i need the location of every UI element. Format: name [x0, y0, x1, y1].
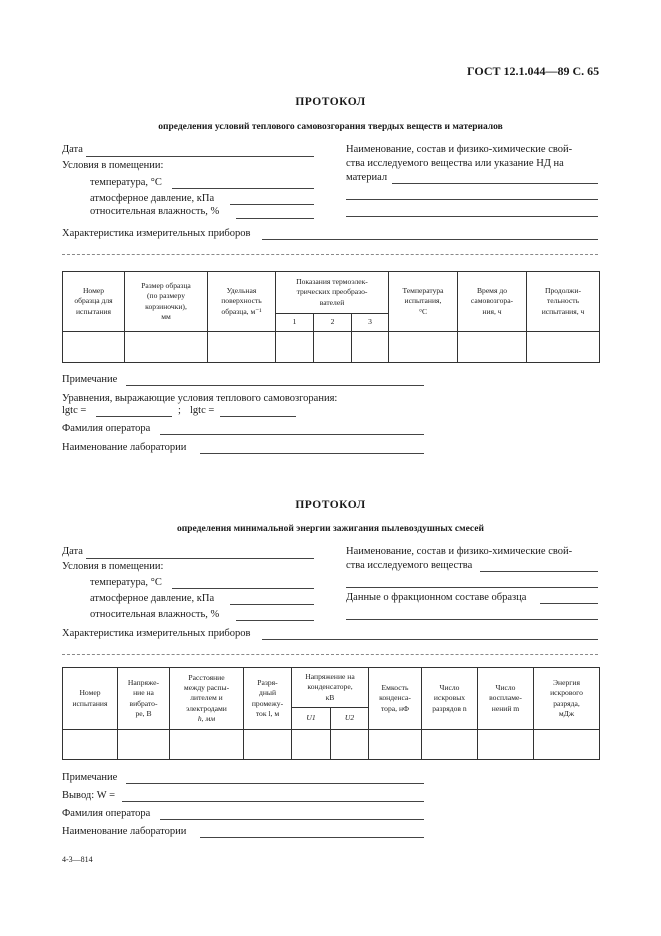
- p2-right-line3: Данные о фракционном составе образца: [346, 592, 527, 603]
- p1-temperature-label: температура, °С: [90, 177, 162, 188]
- p2-results-table: [62, 667, 600, 760]
- p2-th-spark-count: Число искровых разрядов n: [422, 668, 478, 730]
- p1-th-thermocouple-readings: Показания термоэлек- трических преобразо- вателей: [276, 272, 389, 314]
- p2-cell[interactable]: [63, 730, 118, 760]
- p1-cell[interactable]: [527, 332, 600, 363]
- p1-cell[interactable]: [458, 332, 527, 363]
- footer-code: 4-3—814: [62, 855, 93, 864]
- p2-th-spark-energy: Энергия искрового разряда, мДж: [534, 668, 600, 730]
- p2-cell[interactable]: [422, 730, 478, 760]
- p1-cell[interactable]: [314, 332, 352, 363]
- p2-conditions-label: Условия в помещении:: [62, 561, 164, 572]
- p1-cell[interactable]: [276, 332, 314, 363]
- p1-th-sample-number: Номер образца для испытания: [63, 272, 125, 332]
- p2-fraction-field-2[interactable]: [346, 619, 598, 620]
- p1-instruments-field-2[interactable]: [62, 254, 598, 255]
- p1-temperature-field[interactable]: [172, 188, 314, 189]
- p1-pressure-label: атмосферное давление, кПа: [90, 193, 215, 204]
- p1-humidity-label: относительная влажность, %: [90, 206, 220, 217]
- p1-cell[interactable]: [389, 332, 458, 363]
- p1-eq1-field[interactable]: [96, 416, 172, 417]
- p1-operator-label: Фамилия оператора: [62, 423, 151, 434]
- p1-material-field-2[interactable]: [346, 199, 598, 200]
- p2-th-capacitor-voltage: Напряжение на конденсаторе, кВ: [292, 668, 369, 708]
- p2-pressure-label: атмосферное давление, кПа: [90, 593, 215, 604]
- p1-date-field[interactable]: [86, 156, 314, 157]
- p2-th-vibrator-voltage: Напряже- ние на вибрато- ре, В: [118, 668, 170, 730]
- p1-lab-field[interactable]: [200, 453, 424, 454]
- p1-note-field[interactable]: [126, 385, 424, 386]
- p2-right-line1: Наименование, состав и физико-химические свой-: [346, 546, 573, 557]
- p1-material-field-3[interactable]: [346, 216, 598, 217]
- p1-pressure-field[interactable]: [230, 204, 314, 205]
- p1-right-line2: ства исследуемого вещества или указание НД на: [346, 158, 564, 169]
- p2-conclusion-label: Вывод: W =: [62, 790, 116, 801]
- p2-date-field[interactable]: [86, 558, 314, 559]
- p2-cell[interactable]: [369, 730, 422, 760]
- p2-date-label: Дата: [62, 546, 83, 557]
- protocol2-title: ПРОТОКОЛ: [295, 499, 366, 511]
- p1-cell[interactable]: [208, 332, 276, 363]
- p1-th-test-duration: Продолжи- тельность испытания, ч: [527, 272, 600, 332]
- p2-operator-label: Фамилия оператора: [62, 808, 151, 819]
- p2-humidity-label: относительная влажность, %: [90, 609, 220, 620]
- p2-humidity-field[interactable]: [236, 620, 314, 621]
- p1-operator-field[interactable]: [160, 434, 424, 435]
- page-header: ГОСТ 12.1.044—89 С. 65: [467, 64, 600, 78]
- protocol1-subtitle: определения условий теплового самовозгорания твердых веществ и материалов: [158, 122, 503, 132]
- p1-th-sample-size: Размер образца (по размеру корзиночки), мм: [125, 272, 208, 332]
- p1-humidity-field[interactable]: [236, 218, 314, 219]
- p2-th-sub-u1: U1: [292, 708, 331, 730]
- p2-note-field[interactable]: [126, 783, 424, 784]
- p1-eq2-label: lgtc =: [190, 405, 215, 416]
- p1-instruments-label: Характеристика измерительных приборов: [62, 228, 251, 239]
- protocol1-title: ПРОТОКОЛ: [295, 96, 366, 108]
- p1-th-sub-2: 2: [314, 314, 352, 332]
- p1-conditions-label: Условия в помещении:: [62, 160, 164, 171]
- p1-note-label: Примечание: [62, 374, 118, 385]
- p1-th-time-to-ignition: Время до самовозгора- ния, ч: [458, 272, 527, 332]
- p1-lab-label: Наименование лаборатории: [62, 442, 187, 453]
- p1-th-test-temperature: Температура испытания, °С: [389, 272, 458, 332]
- p1-th-specific-surface: Удельная поверхность образца, м⁻¹: [208, 272, 276, 332]
- p2-temperature-field[interactable]: [172, 588, 314, 589]
- p1-equations-label: Уравнения, выражающие условия теплового самовозгорания:: [62, 393, 338, 404]
- p1-th-sub-3: 3: [352, 314, 389, 332]
- p1-date-label: Дата: [62, 144, 83, 155]
- p2-lab-label: Наименование лаборатории: [62, 826, 187, 837]
- p2-instruments-field-2[interactable]: [62, 654, 598, 655]
- p2-conclusion-field[interactable]: [122, 801, 424, 802]
- p2-instruments-label: Характеристика измерительных приборов: [62, 628, 251, 639]
- p2-right-line2: ства исследуемого вещества: [346, 560, 473, 571]
- p2-instruments-field[interactable]: [262, 639, 598, 640]
- p2-th-test-number: Номер испытания: [63, 668, 118, 730]
- p1-material-field[interactable]: [392, 183, 598, 184]
- p1-cell[interactable]: [63, 332, 125, 363]
- p2-th-distance: Расстояние между распы- лителем и электродами h, мм: [170, 668, 244, 730]
- p2-substance-field-2[interactable]: [346, 587, 598, 588]
- p2-pressure-field[interactable]: [230, 604, 314, 605]
- p2-th-discharge-gap: Разря- дный промежу- ток l, м: [244, 668, 292, 730]
- p2-cell[interactable]: [118, 730, 170, 760]
- p2-temperature-label: температура, °С: [90, 577, 162, 588]
- p2-cell[interactable]: [170, 730, 244, 760]
- p2-substance-field[interactable]: [480, 571, 598, 572]
- p2-lab-field[interactable]: [200, 837, 424, 838]
- p2-cell[interactable]: [292, 730, 331, 760]
- p2-cell[interactable]: [331, 730, 369, 760]
- p1-eq1-label: lgtc =: [62, 405, 87, 416]
- p1-eq-separator: ;: [178, 405, 181, 416]
- p2-operator-field[interactable]: [160, 819, 424, 820]
- p2-cell[interactable]: [534, 730, 600, 760]
- p1-eq2-field[interactable]: [220, 416, 296, 417]
- p2-cell[interactable]: [244, 730, 292, 760]
- p1-right-line1: Наименование, состав и физико-химические свой-: [346, 144, 573, 155]
- p2-note-label: Примечание: [62, 772, 118, 783]
- p1-results-table: [62, 271, 600, 363]
- p1-cell[interactable]: [352, 332, 389, 363]
- p2-th-ignition-count: Число воспламе- нений m: [478, 668, 534, 730]
- p2-cell[interactable]: [478, 730, 534, 760]
- p1-th-sub-1: 1: [276, 314, 314, 332]
- p2-th-capacitance: Емкость конденса- тора, нФ: [369, 668, 422, 730]
- protocol2-subtitle: определения минимальной энергии зажигания пылевоздушных смесей: [177, 524, 484, 534]
- p2-fraction-field[interactable]: [540, 603, 598, 604]
- p1-cell[interactable]: [125, 332, 208, 363]
- p1-right-line3: материал: [346, 172, 388, 183]
- p1-instruments-field[interactable]: [262, 239, 598, 240]
- p2-th-sub-u2: U2: [331, 708, 369, 730]
